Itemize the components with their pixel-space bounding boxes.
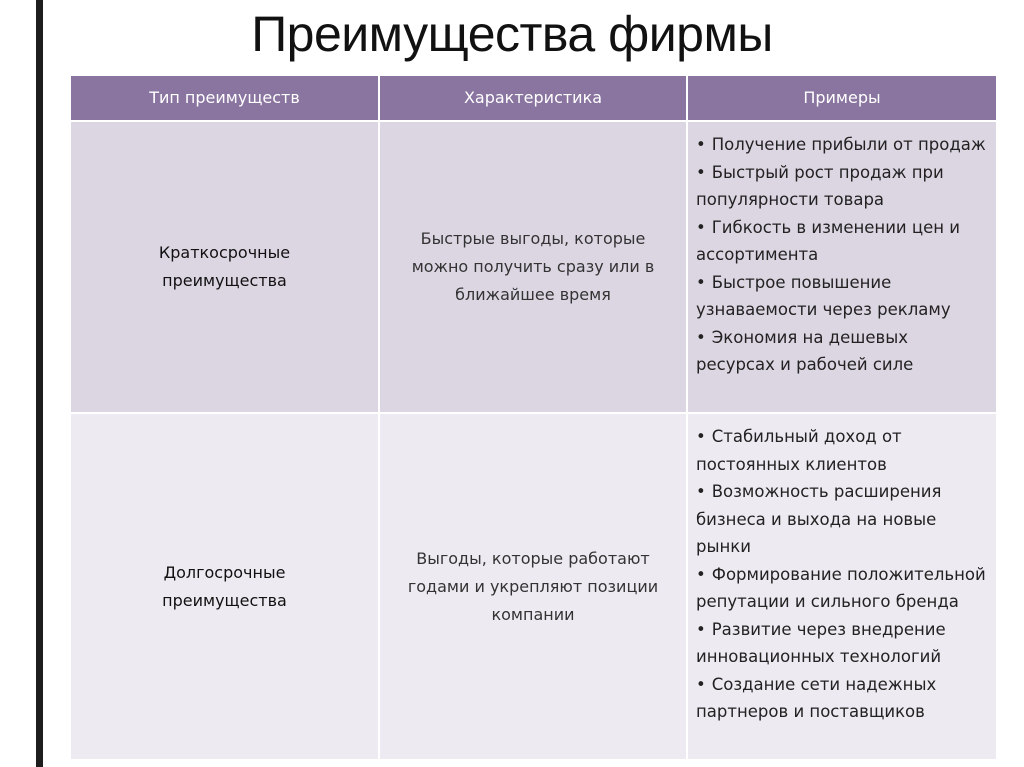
list-item [696,131,988,159]
row-type-label: Краткосрочные преимущества [158,243,291,290]
row-type-cell [71,122,378,412]
row-characteristic-text: Быстрые выгоды, которые можно получить сразу или в ближайшее время [411,229,655,304]
header-cell-examples: Примеры [803,88,881,107]
table-header-row [71,76,996,120]
example-text: Быстрый рост продаж при популярности товара [696,162,944,209]
advantages-table [71,76,996,759]
example-text: Получение прибыли от продаж [711,135,986,154]
bullet-icon: • [696,135,706,154]
table-row [71,414,996,759]
example-text: Гибкость в изменении цен и ассортимента [696,217,961,264]
list-item [696,214,988,269]
header-cell-characteristic: Характеристика [463,88,603,107]
row-divider [71,412,996,414]
list-item [696,478,988,561]
list-item [696,671,988,726]
row-examples-list [688,122,996,379]
row-divider [71,120,996,122]
bullet-icon: • [696,619,706,639]
example-text: Экономия на дешевых ресурсах и рабочей силе [696,327,914,374]
example-text: Стабильный доход от постоянных клиентов [696,427,902,474]
column-divider [378,76,380,759]
bullet-icon: • [696,327,706,347]
list-item [696,269,988,324]
row-characteristic-cell [380,122,686,412]
list-item [696,324,988,379]
row-examples-list [688,414,996,726]
example-text: Создание сети надежных партнеров и поставщиков [696,674,937,721]
example-text: Возможность расширения бизнеса и выхода на новые рынки [696,482,942,556]
row-type-label: Долгосрочные преимущества [162,562,287,610]
bullet-icon: • [696,674,706,694]
list-item [696,616,988,671]
slide-title: Преимущества фирмы [251,6,773,62]
example-text: Формирование положительной репутации и сильного бренда [696,564,986,611]
bullet-icon: • [696,564,706,584]
table-row [71,122,996,412]
row-characteristic-text: Выгоды, которые работают годами и укрепляют позиции компании [407,548,659,624]
example-text: Развитие через внедрение инновационных технологий [696,619,946,666]
list-item [696,159,988,214]
bullet-icon: • [696,162,706,182]
example-text: Быстрое повышение узнаваемости через рекламу [696,272,951,319]
header-cell-type: Тип преимуществ [149,88,300,107]
bullet-icon: • [696,217,706,237]
column-divider [686,76,688,759]
list-item [696,561,988,616]
bullet-icon: • [696,482,706,501]
slide-left-accent-bar [36,0,43,767]
bullet-icon: • [696,272,706,292]
row-characteristic-cell [380,414,686,759]
list-item [696,423,988,478]
row-type-cell [71,414,378,759]
bullet-icon: • [696,427,706,446]
